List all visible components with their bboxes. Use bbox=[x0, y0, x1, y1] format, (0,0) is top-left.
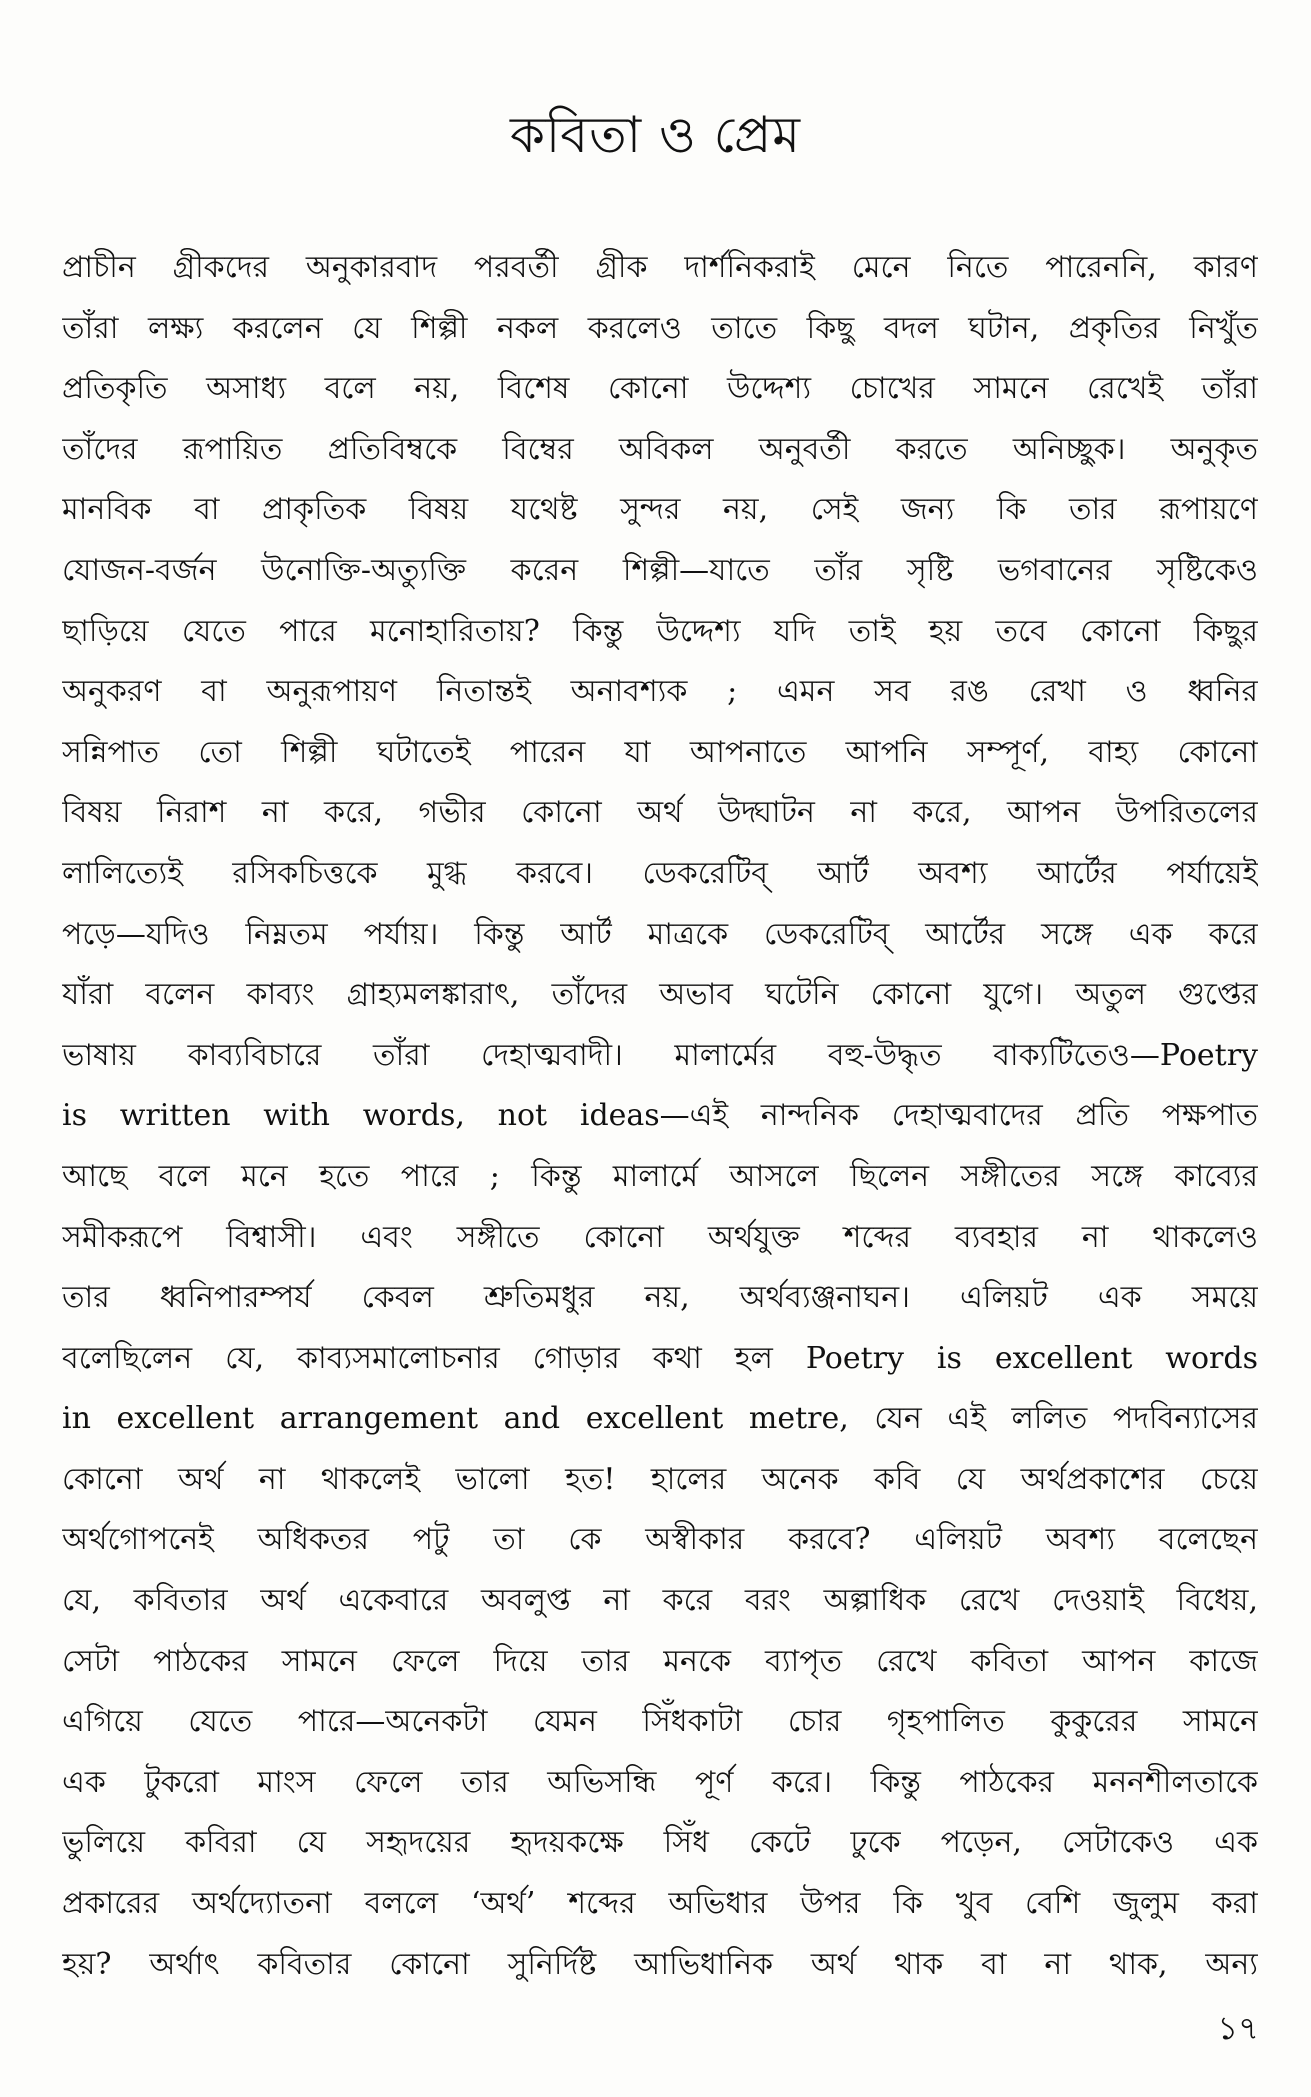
text-line: তাঁদের রূপায়িত প্রতিবিম্বকে বিম্বের অবিকল অনুবর্তী করতে অনিচ্ছুক। অনুকৃত bbox=[62, 431, 1258, 467]
text-line: বিষয় নিরাশ না করে, গভীর কোনো অর্থ উদ্ঘাটন না করে, আপন উপরিতলের bbox=[62, 795, 1258, 831]
text-line: যোজন-বর্জন উনোক্তি-অত্যুক্তি করেন শিল্পী—যাতে তাঁর সৃষ্টি ভগবানের সৃষ্টিকেও bbox=[62, 552, 1258, 588]
text-line: প্রতিকৃতি অসাধ্য বলে নয়, বিশেষ কোনো উদ্দেশ্য চোখের সামনে রেখেই তাঁরা bbox=[62, 371, 1258, 407]
text-line: পড়ে—যদিও নিম্নতম পর্যায়। কিন্তু আর্ট মাত্রকে ডেকরেটিব্ আর্টের সঙ্গে এক করে bbox=[62, 916, 1258, 952]
text-line: তার ধ্বনিপারম্পর্য কেবল শ্রুতিমধুর নয়, অর্থব্যঞ্জনাঘন। এলিয়ট এক সময়ে bbox=[62, 1280, 1258, 1316]
text-line: অর্থগোপনেই অধিকতর পটু তা কে অস্বীকার করবে? এলিয়ট অবশ্য বলেছেন bbox=[62, 1522, 1258, 1558]
text-line: ভাষায় কাব্যবিচারে তাঁরা দেহাত্মবাদী। মালার্মের বহু-উদ্ধৃত বাক্যটিতেও—Poetry bbox=[62, 1037, 1258, 1073]
text-line: in excellent arrangement and excellent metre, যেন এই ললিত পদবিন্যাসের bbox=[62, 1401, 1258, 1437]
text-line: is written with words, not ideas—এই নান্দনিক দেহাত্মবাদের প্রতি পক্ষপাত bbox=[62, 1098, 1258, 1134]
text-line: ভুলিয়ে কবিরা যে সহৃদয়ের হৃদয়কক্ষে সিঁধ কেটে ঢুকে পড়েন, সেটাকেও এক bbox=[62, 1825, 1258, 1861]
text-line: প্রকারের অর্থদ্যোতনা বললে ‘অর্থ’ শব্দের অভিধার উপর কি খুব বেশি জুলুম করা bbox=[62, 1886, 1258, 1922]
text-line: মানবিক বা প্রাকৃতিক বিষয় যথেষ্ট সুন্দর নয়, সেই জন্য কি তার রূপায়ণে bbox=[62, 492, 1258, 528]
text-line: সমীকরূপে বিশ্বাসী। এবং সঙ্গীতে কোনো অর্থযুক্ত শব্দের ব্যবহার না থাকলেও bbox=[62, 1219, 1258, 1255]
text-line: ছাড়িয়ে যেতে পারে মনোহারিতায়? কিন্তু উদ্দেশ্য যদি তাই হয় তবে কোনো কিছুর bbox=[62, 613, 1258, 649]
text-line: সেটা পাঠকের সামনে ফেলে দিয়ে তার মনকে ব্যাপৃত রেখে কবিতা আপন কাজে bbox=[62, 1643, 1258, 1679]
text-line: যে, কবিতার অর্থ একেবারে অবলুপ্ত না করে বরং অল্পাধিক রেখে দেওয়াই বিধেয়, bbox=[62, 1583, 1258, 1619]
chapter-title: কবিতা ও প্রেম bbox=[509, 106, 802, 164]
page-number: ১৭ bbox=[1217, 2009, 1259, 2047]
text-line: এক টুকরো মাংস ফেলে তার অভিসন্ধি পূর্ণ করে। কিন্তু পাঠকের মননশীলতাকে bbox=[62, 1764, 1258, 1800]
text-line: হয়? অর্থাৎ কবিতার কোনো সুনির্দিষ্ট আভিধানিক অর্থ থাক বা না থাক, অন্য bbox=[62, 1946, 1258, 1982]
text-line: কোনো অর্থ না থাকলেই ভালো হত! হালের অনেক কবি যে অর্থপ্রকাশের চেয়ে bbox=[62, 1461, 1258, 1497]
text-line: বলেছিলেন যে, কাব্যসমালোচনার গোড়ার কথা হল Poetry is excellent words bbox=[62, 1340, 1258, 1376]
text-line: আছে বলে মনে হতে পারে ; কিন্তু মালার্মে আসলে ছিলেন সঙ্গীতের সঙ্গে কাব্যের bbox=[62, 1158, 1258, 1194]
text-line: অনুকরণ বা অনুরূপায়ণ নিতান্তই অনাবশ্যক ; এমন সব রঙ রেখা ও ধ্বনির bbox=[62, 674, 1258, 710]
text-line: সন্নিপাত তো শিল্পী ঘটাতেই পারেন যা আপনাতে আপনি সম্পূর্ণ, বাহ্য কোনো bbox=[62, 734, 1258, 770]
text-line: প্রাচীন গ্রীকদের অনুকারবাদ পরবর্তী গ্রীক দার্শনিকরাই মেনে নিতে পারেননি, কারণ bbox=[62, 250, 1258, 285]
text-line: লালিত্যেই রসিকচিত্তকে মুগ্ধ করবে। ডেকরেটিব্ আর্ট অবশ্য আর্টের পর্যায়েই bbox=[62, 855, 1258, 891]
text-line: যাঁরা বলেন কাব্যং গ্রাহ্যমলঙ্কারাৎ, তাঁদের অভাব ঘটেনি কোনো যুগে। অতুল গুপ্তের bbox=[62, 977, 1258, 1013]
text-line: তাঁরা লক্ষ্য করলেন যে শিল্পী নকল করলেও তাতে কিছু বদল ঘটান, প্রকৃতির নিখুঁত bbox=[62, 310, 1258, 346]
text-line: এগিয়ে যেতে পারে—অনেকটা যেমন সিঁধকাটা চোর গৃহপালিত কুকুরের সামনে bbox=[62, 1704, 1258, 1740]
body-paragraph bbox=[62, 238, 1258, 1995]
